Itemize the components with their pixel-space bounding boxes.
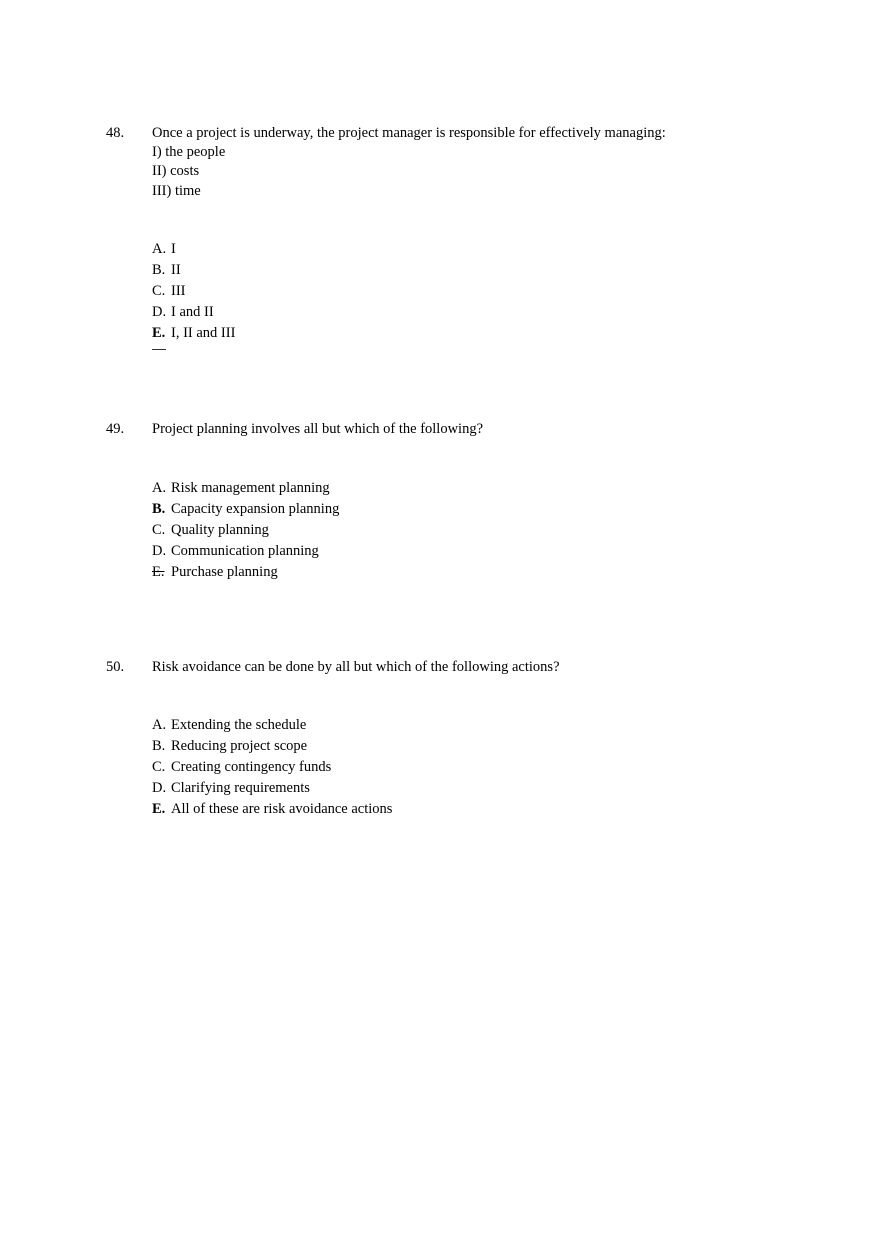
answer-option — [152, 541, 339, 562]
option-text: II — [171, 262, 181, 278]
option-text: III — [171, 283, 186, 299]
question-number: 49. — [106, 421, 125, 437]
option-letter: E. — [152, 564, 165, 580]
option-letter: C. — [152, 522, 166, 538]
question-text: Once a project is underway, the project manager is responsible for effectively managing: — [152, 125, 666, 141]
option-letter: A. — [152, 241, 167, 257]
answer-options-49 — [152, 478, 339, 583]
answer-options-50 — [152, 715, 392, 820]
answer-mark-dash — [152, 349, 166, 350]
option-text: Risk management planning — [171, 480, 330, 496]
answer-option — [152, 281, 235, 302]
option-letter: A. — [152, 717, 167, 733]
option-text: Reducing project scope — [171, 738, 308, 754]
answer-option — [152, 260, 235, 281]
option-text: Creating contingency funds — [171, 759, 332, 775]
answer-option-correct — [152, 799, 392, 820]
subitem: II) costs — [152, 163, 200, 179]
option-text: Communication planning — [171, 543, 319, 559]
option-letter: E. — [152, 801, 166, 817]
answer-option — [152, 478, 339, 499]
subitem: III) time — [152, 182, 201, 199]
option-text: Extending the schedule — [171, 717, 307, 733]
question-number: 48. — [106, 125, 125, 141]
question-number: 50. — [106, 659, 125, 675]
answer-option — [152, 520, 339, 541]
option-letter: D. — [152, 543, 167, 559]
answer-option — [152, 715, 392, 736]
answer-option — [152, 736, 392, 757]
option-text: I and II — [171, 304, 214, 320]
option-letter: B. — [152, 738, 166, 754]
answer-options-48 — [152, 239, 235, 344]
option-letter: C. — [152, 759, 166, 775]
question-text: Risk avoidance can be done by all but which of the following actions? — [152, 659, 560, 675]
option-text: Clarifying requirements — [171, 780, 310, 796]
option-text: All of these are risk avoidance actions — [171, 801, 393, 817]
answer-option — [152, 778, 392, 799]
question-subitems — [152, 143, 225, 202]
subitem: I) the people — [152, 143, 226, 160]
answer-option-struck — [152, 562, 339, 583]
option-text: Quality planning — [171, 522, 269, 538]
option-text: I, II and III — [171, 325, 236, 341]
option-letter: E. — [152, 325, 166, 341]
option-letter: C. — [152, 283, 166, 299]
option-letter: D. — [152, 304, 167, 320]
answer-option — [152, 757, 392, 778]
option-text: I — [171, 241, 176, 257]
question-text: Project planning involves all but which of the following? — [152, 421, 484, 437]
answer-option-correct — [152, 323, 235, 344]
answer-option-correct — [152, 499, 339, 520]
option-letter: D. — [152, 780, 167, 796]
option-text: Purchase planning — [171, 564, 278, 580]
option-letter: B. — [152, 262, 166, 278]
answer-option — [152, 239, 235, 260]
option-letter: B. — [152, 501, 166, 517]
option-text: Capacity expansion planning — [171, 501, 340, 517]
answer-option — [152, 302, 235, 323]
option-letter: A. — [152, 480, 167, 496]
